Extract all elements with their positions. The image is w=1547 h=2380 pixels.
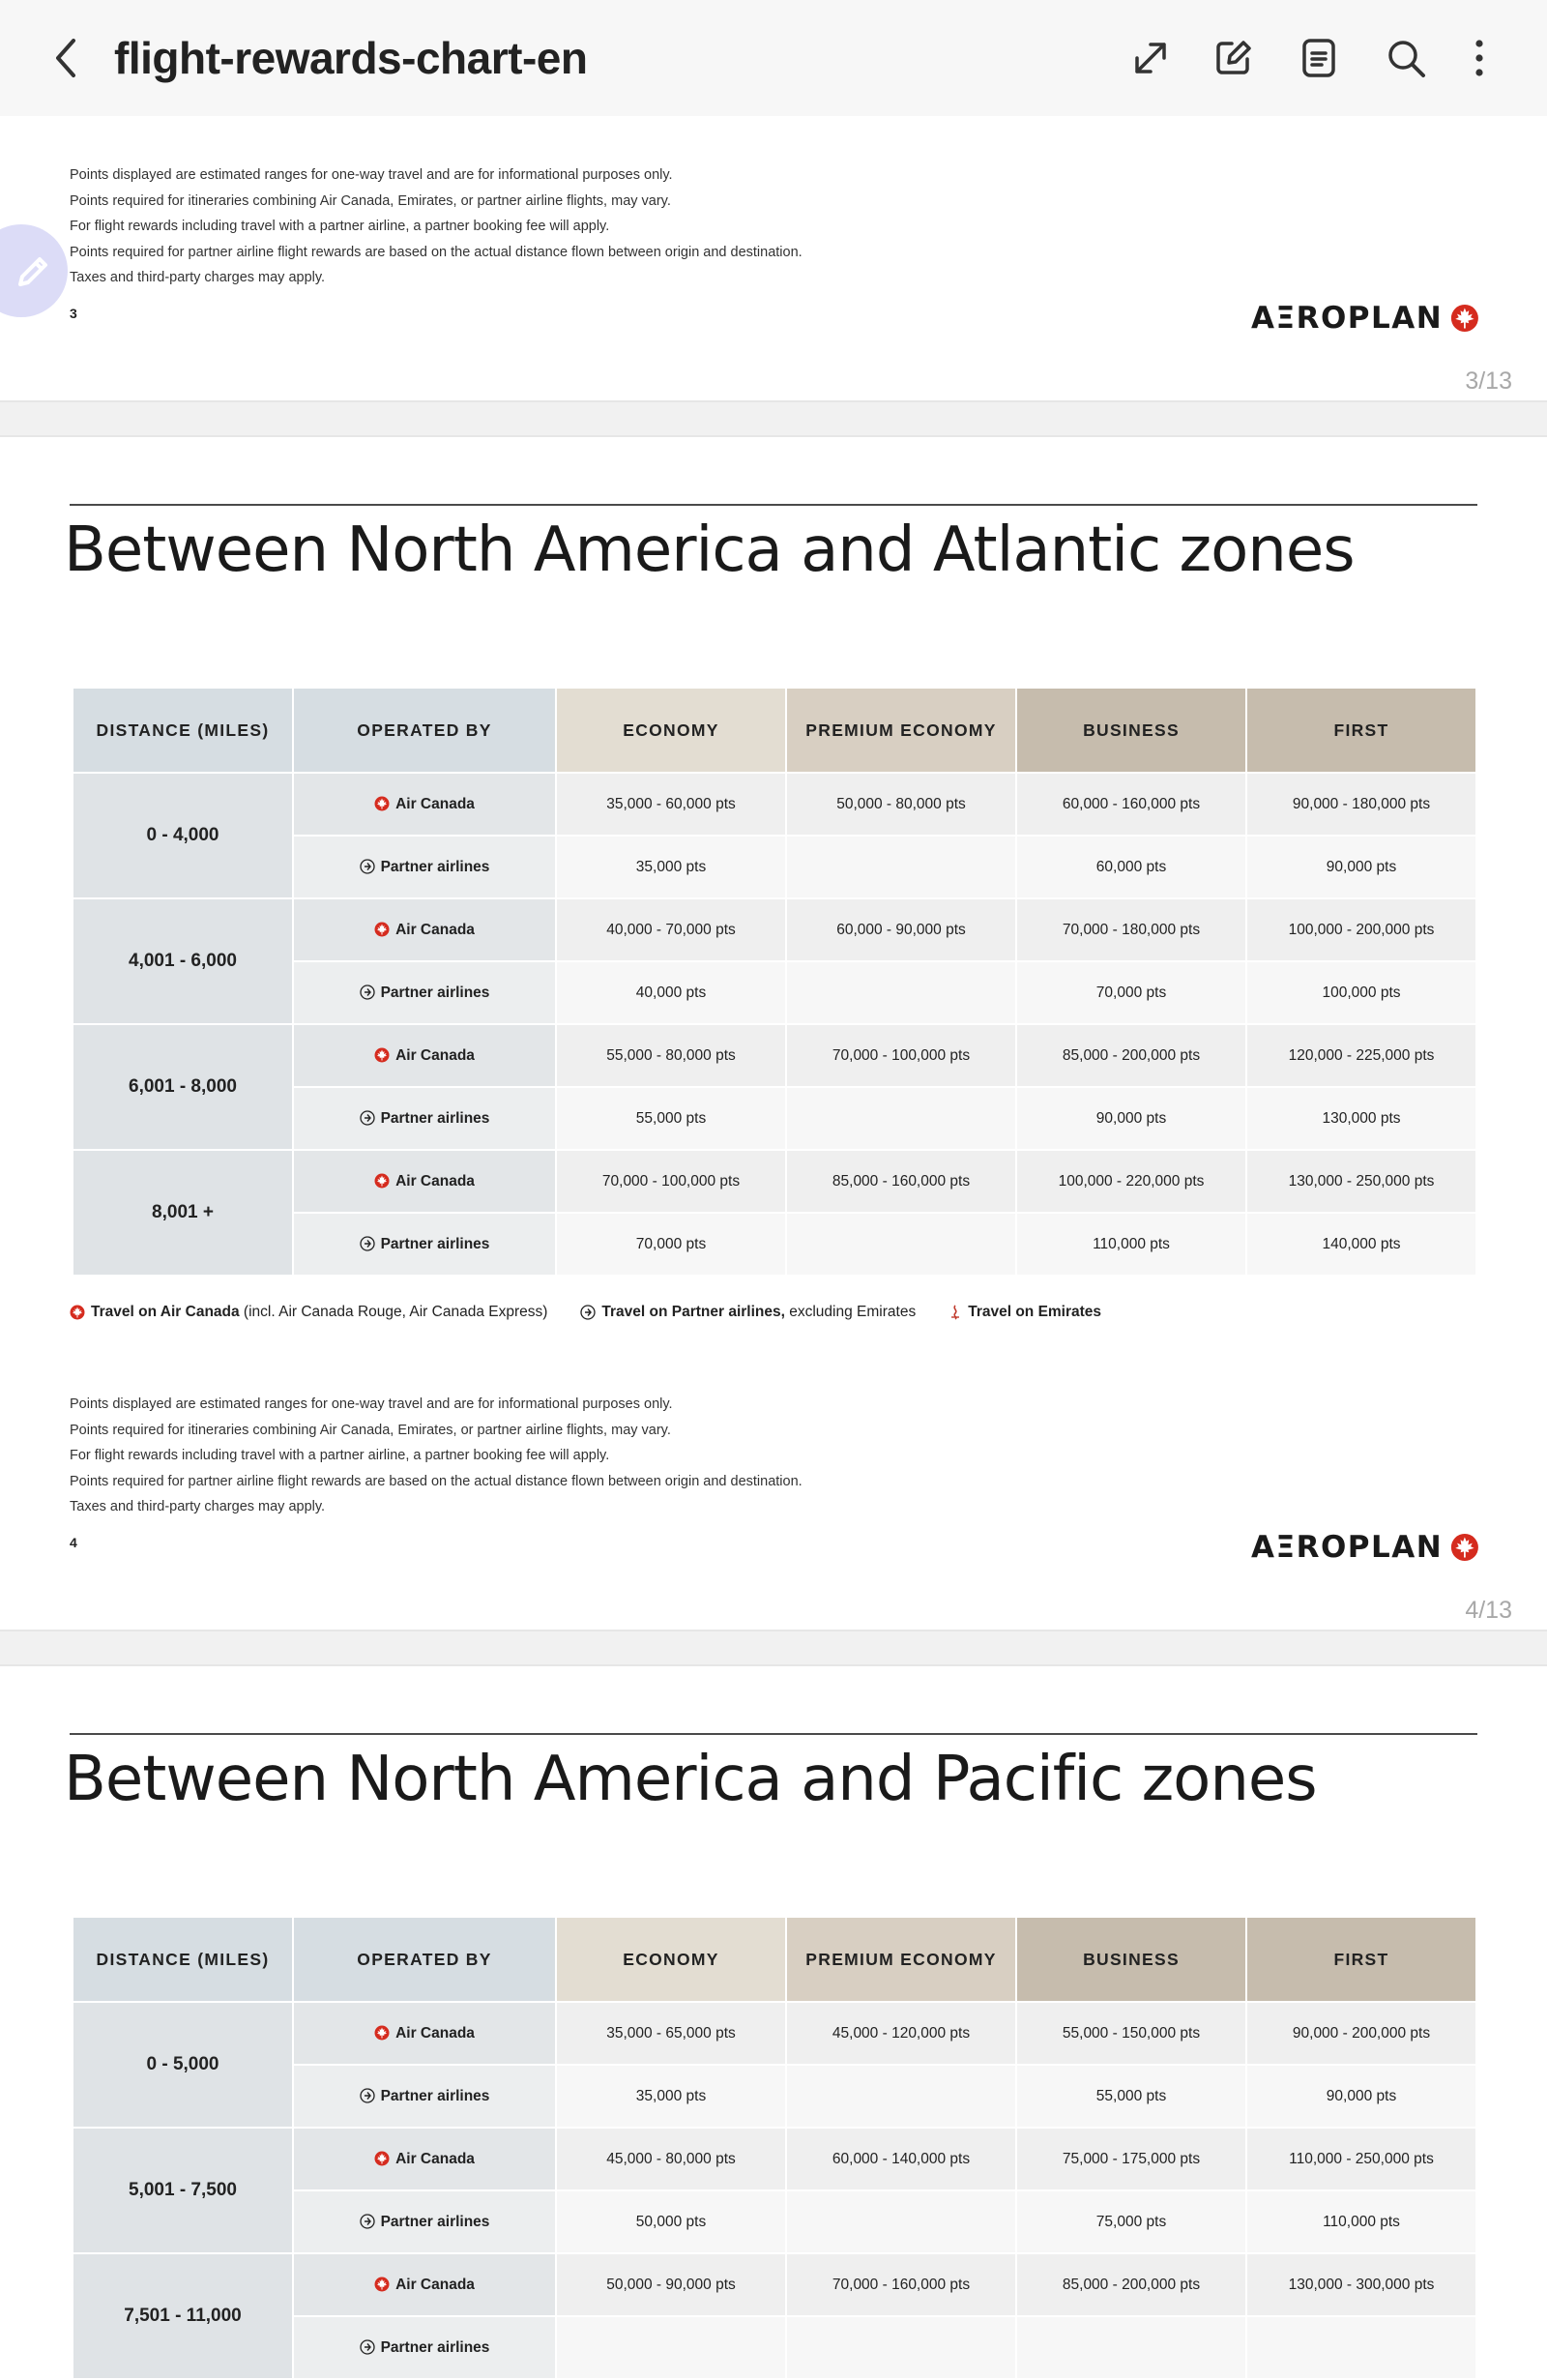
partner-plane-icon	[580, 1305, 596, 1320]
operator-label: Air Canada	[395, 1172, 475, 1190]
operator-cell-partner	[294, 2317, 555, 2378]
pen-icon	[13, 250, 55, 292]
note-line: Taxes and third-party charges may apply.	[70, 270, 326, 286]
points-business: 110,000 pts	[1017, 1214, 1245, 1275]
document-title: flight-rewards-chart-en	[114, 33, 588, 83]
operator-cell-air-canada	[294, 774, 555, 835]
points-business: 85,000 - 200,000 pts	[1017, 2254, 1245, 2315]
note-line: Points required for partner airline flight rewards are based on the actual distance flown between origin and destination.	[70, 244, 803, 260]
operator-cell-partner	[294, 1088, 555, 1149]
points-economy: 45,000 - 80,000 pts	[557, 2129, 785, 2189]
operator-cell-partner	[294, 2066, 555, 2127]
table-row	[73, 774, 1475, 835]
operator-label: Partner airlines	[380, 1109, 490, 1127]
expand-icon	[1131, 39, 1170, 77]
legend	[70, 1304, 1134, 1321]
points-economy: 70,000 - 100,000 pts	[557, 1151, 785, 1212]
points-economy: 35,000 - 60,000 pts	[557, 774, 785, 835]
points-economy: 40,000 pts	[557, 962, 785, 1023]
points-first: 100,000 - 200,000 pts	[1247, 899, 1475, 960]
back-icon	[52, 37, 79, 79]
points-economy: 40,000 - 70,000 pts	[557, 899, 785, 960]
col-header-business: BUSINESS	[1017, 1918, 1245, 2001]
points-premium-economy: 60,000 - 90,000 pts	[787, 899, 1015, 960]
legend-partner	[580, 1304, 916, 1321]
operator-label: Partner airlines	[380, 2087, 490, 2104]
col-header-premium-economy: PREMIUM ECONOMY	[787, 689, 1015, 772]
legend-emirates-label: Travel on Emirates	[968, 1304, 1102, 1320]
back-button[interactable]	[43, 29, 89, 87]
points-premium-economy: 45,000 - 120,000 pts	[787, 2003, 1015, 2064]
operator-label: Partner airlines	[380, 2338, 490, 2356]
col-header-economy: ECONOMY	[557, 689, 785, 772]
col-header-first: FIRST	[1247, 689, 1475, 772]
note-line: Points required for itineraries combining Air Canada, Emirates, or partner airline flights, may vary.	[70, 1422, 671, 1438]
partner-plane-icon	[360, 2214, 375, 2229]
col-header-distance: DISTANCE (MILES)	[73, 1918, 292, 2001]
points-premium-economy: 85,000 - 160,000 pts	[787, 1151, 1015, 1212]
operator-cell-partner	[294, 2191, 555, 2252]
distance-cell: 0 - 5,000	[73, 2003, 292, 2127]
page-separator	[0, 1630, 1547, 1666]
table-row	[73, 1025, 1475, 1086]
search-button[interactable]	[1377, 29, 1435, 87]
page-separator	[0, 400, 1547, 437]
distance-cell: 4,001 - 6,000	[73, 899, 292, 1023]
points-first: 130,000 - 250,000 pts	[1247, 1151, 1475, 1212]
table-row	[73, 899, 1475, 960]
section-heading: Between North America and Pacific zones	[64, 1744, 1317, 1815]
rewards-table-atlantic	[72, 687, 1477, 1277]
points-business: 90,000 pts	[1017, 1088, 1245, 1149]
points-business: 75,000 - 175,000 pts	[1017, 2129, 1245, 2189]
operator-cell-partner	[294, 1214, 555, 1275]
maple-leaf-icon	[374, 796, 390, 811]
table-header-row	[73, 689, 1475, 772]
operator-label: Air Canada	[395, 2150, 475, 2167]
distance-cell: 0 - 4,000	[73, 774, 292, 897]
operator-label: Air Canada	[395, 2276, 475, 2293]
aeroplan-logo	[1251, 299, 1479, 338]
partner-plane-icon	[360, 1110, 375, 1126]
note-line: Taxes and third-party charges may apply.	[70, 1499, 326, 1515]
points-business: 60,000 pts	[1017, 837, 1245, 897]
points-premium-economy	[787, 837, 1015, 897]
legend-emirates	[949, 1304, 1101, 1321]
section-rule	[70, 504, 1477, 506]
partner-plane-icon	[360, 984, 375, 1000]
points-economy: 50,000 - 90,000 pts	[557, 2254, 785, 2315]
maple-leaf-icon	[374, 1173, 390, 1189]
page-counter: 3/13	[1465, 367, 1512, 395]
section-rule	[70, 1733, 1477, 1735]
operator-label: Air Canada	[395, 1046, 475, 1064]
maple-leaf-icon	[374, 2277, 390, 2292]
page-number: 3	[70, 306, 77, 321]
maple-leaf-icon	[374, 2025, 390, 2041]
points-economy	[557, 2317, 785, 2378]
note-line: For flight rewards including travel with a partner airline, a partner booking fee will apply.	[70, 1448, 610, 1464]
legend-ac-label: Travel on Air Canada	[91, 1304, 240, 1320]
points-premium-economy	[787, 2066, 1015, 2127]
legend-partner-label: Travel on Partner airlines,	[601, 1304, 785, 1320]
partner-plane-icon	[360, 1236, 375, 1251]
col-header-economy: ECONOMY	[557, 1918, 785, 2001]
table-row	[73, 2003, 1475, 2064]
points-first: 130,000 pts	[1247, 1088, 1475, 1149]
legend-partner-note: excluding Emirates	[784, 1304, 917, 1320]
points-economy: 35,000 pts	[557, 837, 785, 897]
aeroplan-wordmark: AΞROPLAN	[1251, 301, 1444, 336]
operator-cell-air-canada	[294, 1151, 555, 1212]
points-economy: 35,000 - 65,000 pts	[557, 2003, 785, 2064]
emirates-icon	[949, 1305, 962, 1320]
col-header-operated-by: OPERATED BY	[294, 689, 555, 772]
operator-cell-air-canada	[294, 2129, 555, 2189]
partner-plane-icon	[360, 2088, 375, 2103]
col-header-operated-by: OPERATED BY	[294, 1918, 555, 2001]
reader-icon	[1300, 38, 1337, 78]
points-business: 70,000 pts	[1017, 962, 1245, 1023]
points-premium-economy	[787, 2191, 1015, 2252]
note-line: Points displayed are estimated ranges for one-way travel and are for informational purposes only.	[70, 167, 673, 183]
table-header-row	[73, 1918, 1475, 2001]
points-premium-economy	[787, 1088, 1015, 1149]
points-first: 130,000 - 300,000 pts	[1247, 2254, 1475, 2315]
maple-leaf-icon	[1450, 1531, 1479, 1564]
points-business: 60,000 - 160,000 pts	[1017, 774, 1245, 835]
points-economy: 35,000 pts	[557, 2066, 785, 2127]
col-header-business: BUSINESS	[1017, 689, 1245, 772]
operator-label: Air Canada	[395, 2024, 475, 2042]
maple-leaf-icon	[374, 922, 390, 937]
maple-leaf-icon	[374, 2151, 390, 2166]
points-business	[1017, 2317, 1245, 2378]
points-first: 110,000 pts	[1247, 2191, 1475, 2252]
page-4-notes	[70, 1392, 803, 1520]
points-premium-economy	[787, 962, 1015, 1023]
operator-cell-air-canada	[294, 899, 555, 960]
page-3-notes	[70, 162, 803, 291]
operator-cell-partner	[294, 962, 555, 1023]
col-header-distance: DISTANCE (MILES)	[73, 689, 292, 772]
table-row	[73, 2254, 1475, 2315]
table-row	[73, 1151, 1475, 1212]
section-heading: Between North America and Atlantic zones	[64, 514, 1355, 586]
operator-label: Partner airlines	[380, 858, 490, 875]
points-first: 90,000 - 200,000 pts	[1247, 2003, 1475, 2064]
points-first: 140,000 pts	[1247, 1214, 1475, 1275]
operator-cell-air-canada	[294, 1025, 555, 1086]
operator-label: Partner airlines	[380, 1235, 490, 1252]
note-line: For flight rewards including travel with a partner airline, a partner booking fee will apply.	[70, 219, 610, 235]
maple-leaf-icon	[70, 1305, 85, 1320]
points-first: 100,000 pts	[1247, 962, 1475, 1023]
col-header-first: FIRST	[1247, 1918, 1475, 2001]
points-business: 75,000 pts	[1017, 2191, 1245, 2252]
points-economy: 55,000 - 80,000 pts	[557, 1025, 785, 1086]
operator-cell-air-canada	[294, 2003, 555, 2064]
distance-cell: 7,501 - 11,000	[73, 2254, 292, 2378]
maple-leaf-icon	[1450, 302, 1479, 335]
points-premium-economy: 50,000 - 80,000 pts	[787, 774, 1015, 835]
page-counter: 4/13	[1465, 1597, 1512, 1624]
more-options-button[interactable]	[1450, 29, 1508, 87]
search-icon	[1386, 38, 1426, 78]
aeroplan-logo	[1251, 1528, 1479, 1567]
aeroplan-wordmark: AΞROPLAN	[1251, 1530, 1444, 1565]
partner-plane-icon	[360, 859, 375, 874]
maple-leaf-icon	[374, 1047, 390, 1063]
expand-button[interactable]	[1122, 29, 1180, 87]
legend-ac-note: (incl. Air Canada Rouge, Air Canada Express)	[239, 1304, 548, 1320]
legend-air-canada	[70, 1304, 547, 1321]
col-header-premium-economy: PREMIUM ECONOMY	[787, 1918, 1015, 2001]
distance-cell: 8,001 +	[73, 1151, 292, 1275]
points-first	[1247, 2317, 1475, 2378]
points-business: 100,000 - 220,000 pts	[1017, 1151, 1245, 1212]
rewards-table-pacific	[72, 1916, 1477, 2380]
points-first: 90,000 - 180,000 pts	[1247, 774, 1475, 835]
operator-label: Partner airlines	[380, 2213, 490, 2230]
distance-cell: 5,001 - 7,500	[73, 2129, 292, 2252]
points-economy: 55,000 pts	[557, 1088, 785, 1149]
distance-cell: 6,001 - 8,000	[73, 1025, 292, 1149]
app-bar	[0, 0, 1547, 116]
operator-cell-partner	[294, 837, 555, 897]
partner-plane-icon	[360, 2339, 375, 2355]
note-line: Points required for partner airline flight rewards are based on the actual distance flown between origin and destination.	[70, 1473, 803, 1489]
points-premium-economy: 70,000 - 160,000 pts	[787, 2254, 1015, 2315]
points-first: 110,000 - 250,000 pts	[1247, 2129, 1475, 2189]
reader-mode-button[interactable]	[1290, 29, 1348, 87]
edit-icon	[1212, 38, 1253, 78]
points-business: 55,000 pts	[1017, 2066, 1245, 2127]
edit-button[interactable]	[1204, 29, 1262, 87]
points-business: 55,000 - 150,000 pts	[1017, 2003, 1245, 2064]
note-line: Points displayed are estimated ranges for one-way travel and are for informational purposes only.	[70, 1396, 673, 1412]
points-first: 90,000 pts	[1247, 2066, 1475, 2127]
more-icon	[1474, 39, 1485, 77]
points-economy: 50,000 pts	[557, 2191, 785, 2252]
points-premium-economy: 70,000 - 100,000 pts	[787, 1025, 1015, 1086]
points-economy: 70,000 pts	[557, 1214, 785, 1275]
table-row	[73, 2129, 1475, 2189]
operator-cell-air-canada	[294, 2254, 555, 2315]
points-premium-economy	[787, 1214, 1015, 1275]
points-first: 120,000 - 225,000 pts	[1247, 1025, 1475, 1086]
points-first: 90,000 pts	[1247, 837, 1475, 897]
points-business: 70,000 - 180,000 pts	[1017, 899, 1245, 960]
points-premium-economy	[787, 2317, 1015, 2378]
note-line: Points required for itineraries combining Air Canada, Emirates, or partner airline flights, may vary.	[70, 192, 671, 209]
page-number: 4	[70, 1535, 77, 1550]
operator-label: Air Canada	[395, 921, 475, 938]
points-premium-economy: 60,000 - 140,000 pts	[787, 2129, 1015, 2189]
points-business: 85,000 - 200,000 pts	[1017, 1025, 1245, 1086]
operator-label: Partner airlines	[380, 984, 490, 1001]
operator-label: Air Canada	[395, 795, 475, 812]
